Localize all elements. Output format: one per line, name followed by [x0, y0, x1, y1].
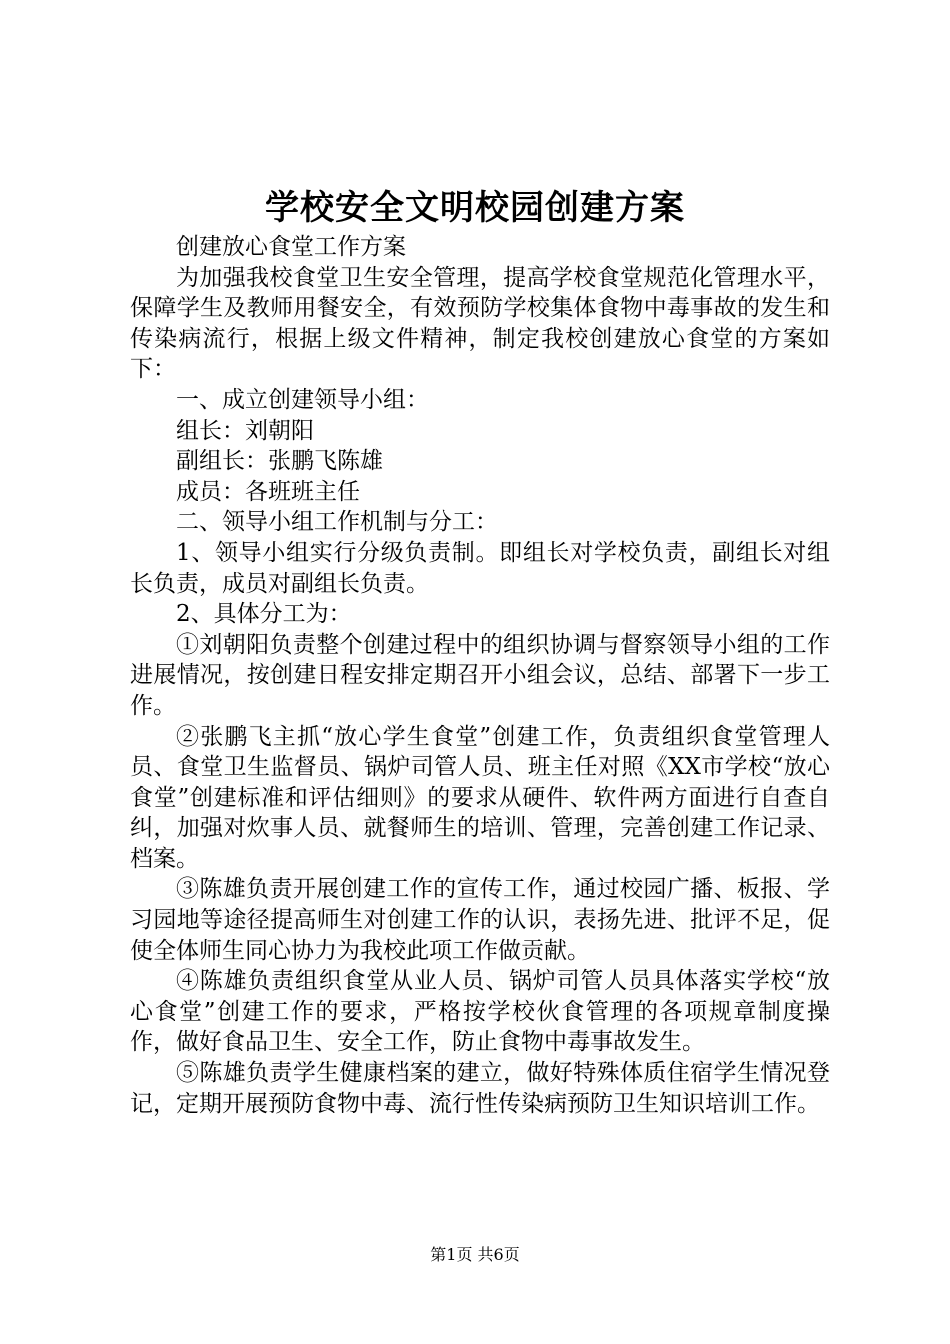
paragraph-duty-1: ①刘朝阳负责整个创建过程中的组织协调与督察领导小组的工作进展情况，按创建日程安排定期召开小组会议，总结、部署下一步工作。: [130, 631, 830, 719]
paragraph-deputy-leader: 副组长：张鹏飞陈雄: [176, 448, 383, 475]
paragraph-intro: 为加强我校食堂卫生安全管理，提高学校食堂规范化管理水平，保障学生及教师用餐安全，有效预防学校集体食物中毒事故的发生和传染病流行，根据上级文件精神，制定我校创建放心食堂的方案如下：: [130, 264, 830, 383]
paragraph-leader: 组长：刘朝阳: [176, 417, 314, 444]
paragraph-item-1: 1、领导小组实行分级负责制。即组长对学校负责，副组长对组长负责，成员对副组长负责。: [130, 539, 830, 597]
paragraph-members: 成员：各班班主任: [176, 478, 360, 505]
paragraph-item-2: 2、具体分工为：: [176, 601, 352, 628]
document-body: [130, 232, 830, 1119]
page-title: 学校安全文明校园创建方案: [265, 188, 685, 228]
paragraph-section-2: 二、领导小组工作机制与分工：: [176, 509, 498, 536]
paragraph-duty-5: ⑤陈雄负责学生健康档案的建立，做好特殊体质住宿学生情况登记，定期开展预防食物中毒、流行性传染病预防卫生知识培训工作。: [130, 1060, 830, 1117]
paragraph-duty-4: ④陈雄负责组织食堂从业人员、锅炉司管人员具体落实学校“放心食堂”创建工作的要求，严格按学校伙食管理的各项规章制度操作，做好食品卫生、安全工作，防止食物中毒事故发生。: [130, 968, 830, 1056]
page-footer: 第1页 共6页: [430, 1245, 520, 1264]
paragraph-subtitle: 创建放心食堂工作方案: [176, 234, 406, 260]
paragraph-duty-3: ③陈雄负责开展创建工作的宣传工作，通过校园广播、板报、学习园地等途径提高师生对创建工作的认识，表扬先进、批评不足，促使全体师生同心协力为我校此项工作做贡献。: [130, 876, 830, 964]
paragraph-duty-2: ②张鹏飞主抓“放心学生食堂”创建工作，负责组织食堂管理人员、食堂卫生监督员、锅炉司管人员、班主任对照《XX市学校“放心食堂”创建标准和评估细则》的要求从硬件、软件两方面进行自查自纠，加强对炊事人员、就餐师生的培训、管理，完善创建工作记录、档案。: [130, 723, 830, 872]
paragraph-section-1: 一、成立创建领导小组：: [176, 386, 429, 413]
